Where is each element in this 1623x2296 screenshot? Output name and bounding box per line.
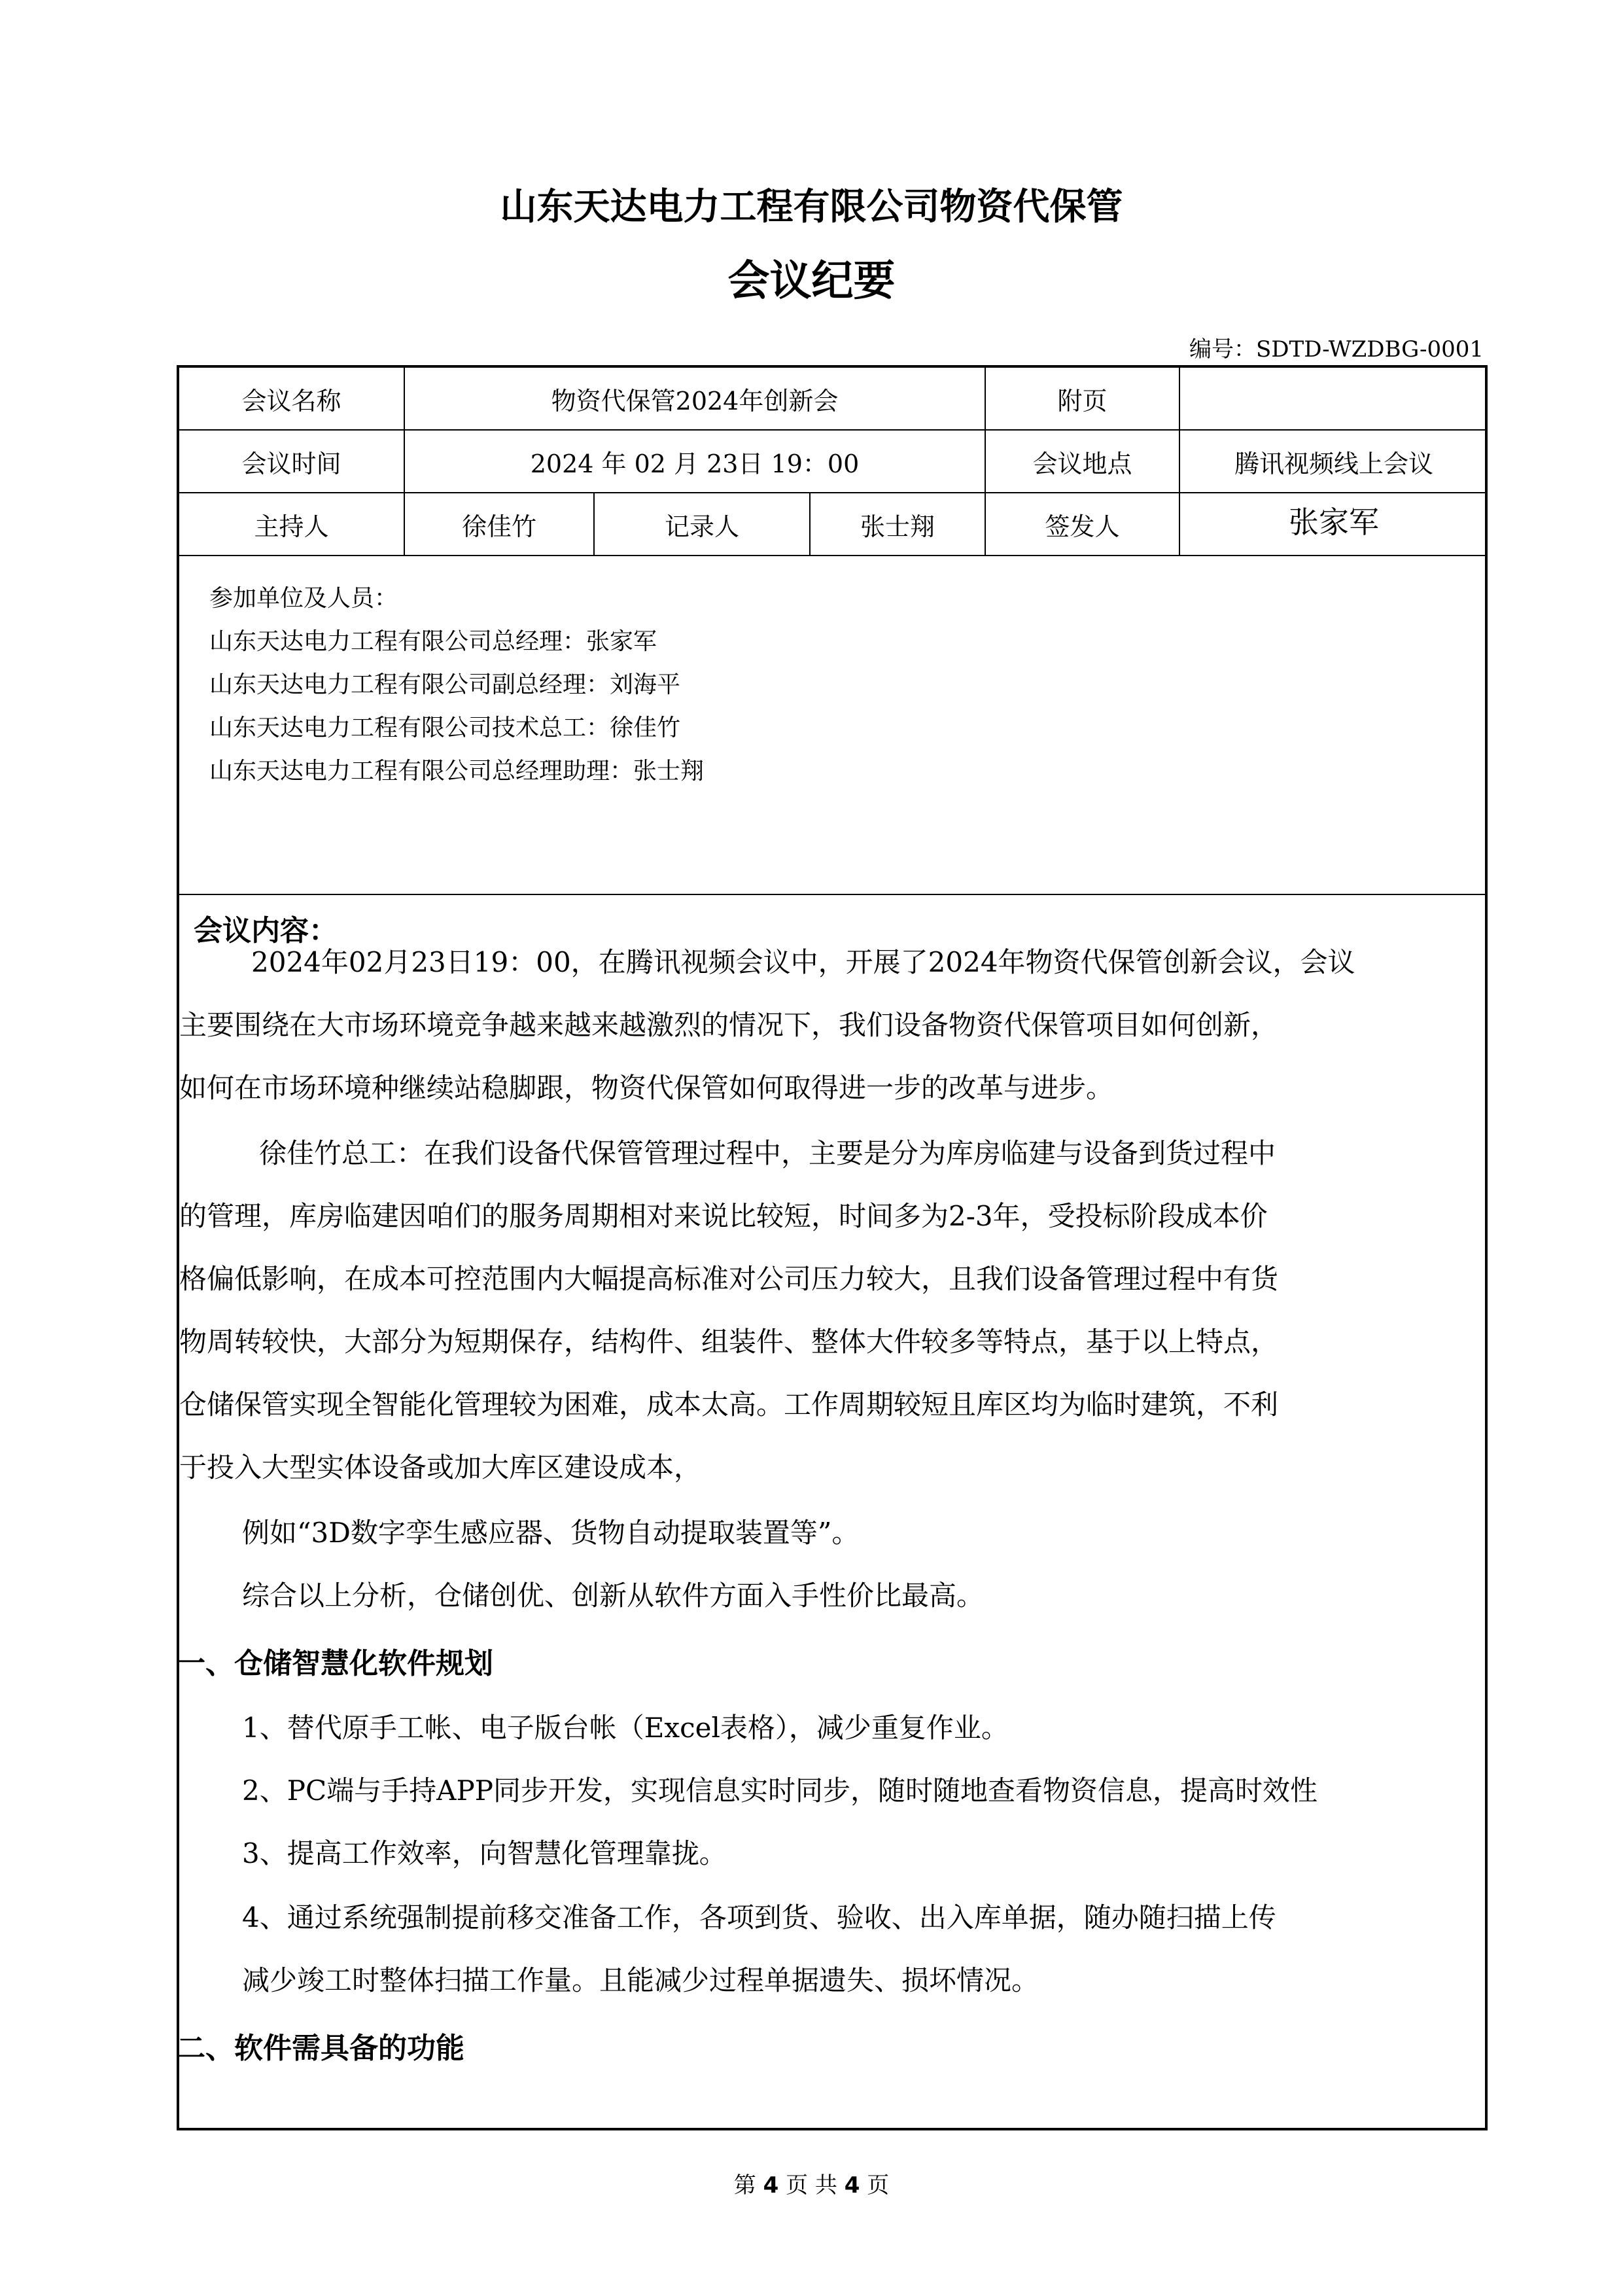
- meeting-time-label: 会议时间: [241, 449, 341, 478]
- recorder-value: 张士翔: [860, 512, 935, 541]
- content-line: 综合以上分析，仓储创优、创新从软件方面入手性价比最高。: [242, 1580, 985, 1612]
- section1-line: 4、通过系统强制提前移交准备工作，各项到货、验收、出入库单据，随办随扫描上传: [242, 1901, 1276, 1934]
- participants-section: [209, 577, 704, 793]
- issuer-value: 张家军: [1289, 504, 1379, 540]
- footer-prefix: 第: [733, 2172, 756, 2199]
- meeting-place-label: 会议地点: [1032, 449, 1132, 478]
- content-line: 如何在市场环境种继续站稳脚跟，物资代保管如何取得进一步的改革与进步。: [179, 1072, 1114, 1104]
- attachment-label: 附页: [1057, 386, 1108, 415]
- row-divider: [179, 894, 1488, 895]
- meeting-name-value: 物资代保管2024年创新会: [551, 386, 839, 415]
- meeting-minutes-form: [177, 365, 1488, 2130]
- meeting-name-label: 会议名称: [241, 386, 341, 415]
- meeting-time-value: 2024 年 02 月 23日 19：00: [530, 449, 860, 478]
- footer-middle: 页 共: [786, 2172, 837, 2199]
- attachment-value: [1180, 368, 1488, 429]
- content-line: 2024年02月23日19：00，在腾讯视频会议中，开展了2024年物资代保管创新会议，会议: [251, 946, 1355, 978]
- section1-line: 2、PC端与手持APP同步开发，实现信息实时同步，随时随地查看物资信息，提高时效性: [242, 1775, 1318, 1807]
- page-footer: [0, 2167, 1623, 2199]
- footer-page-number: 4: [763, 2172, 779, 2199]
- content-line: 主要围绕在大市场环境竞争越来越来越激烈的情况下，我们设备物资代保管项目如何创新，: [179, 1009, 1279, 1041]
- content-line: 仓储保管实现全智能化管理较为困难，成本太高。工作周期较短且库区均为临时建筑，不利: [179, 1388, 1279, 1421]
- document-title-line1: 山东天达电力工程有限公司物资代保管: [500, 186, 1123, 228]
- content-line: 物周转较快，大部分为短期保存，结构件、组装件、整体大件较多等特点，基于以上特点，: [179, 1326, 1279, 1358]
- content-line: 格偏低影响，在成本可控范围内大幅提高标准对公司压力较大，且我们设备管理过程中有货: [179, 1263, 1279, 1295]
- issuer-label: 签发人: [1045, 512, 1120, 541]
- footer-total-pages: 4: [844, 2172, 860, 2199]
- content-line: 于投入大型实体设备或加大库区建设成本，: [179, 1451, 702, 1483]
- participant-line: 山东天达电力工程有限公司副总经理：刘海平: [209, 671, 681, 698]
- content-line: 徐佳竹总工：在我们设备代保管管理过程中，主要是分为库房临建与设备到货过程中: [259, 1137, 1276, 1169]
- section2-heading: 二、软件需具备的功能: [177, 2032, 464, 2065]
- meeting-place-value: 腾讯视频线上会议: [1234, 449, 1433, 478]
- document-number: 编号：SDTD-WZDBG-0001: [1189, 336, 1484, 362]
- host-label: 主持人: [254, 512, 329, 541]
- participant-line: 山东天达电力工程有限公司总经理：张家军: [209, 628, 657, 655]
- participants-heading: 参加单位及人员：: [209, 585, 398, 612]
- section1-line: 1、替代原手工帐、电子版台帐（Excel表格），减少重复作业。: [242, 1712, 1009, 1744]
- recorder-label: 记录人: [664, 512, 739, 541]
- content-line: 的管理，库房临建因咱们的服务周期相对来说比较短，时间多为2-3年，受投标阶段成本价: [179, 1200, 1268, 1232]
- section1-heading: 一、仓储智慧化软件规划: [177, 1647, 493, 1680]
- section1-line: 3、提高工作效率，向智慧化管理靠拢。: [242, 1837, 727, 1869]
- content-line: 例如“3D数字孪生感应器、货物自动提取装置等”。: [242, 1517, 860, 1549]
- participant-line: 山东天达电力工程有限公司总经理助理：张士翔: [209, 758, 705, 785]
- participant-line: 山东天达电力工程有限公司技术总工：徐佳竹: [209, 715, 681, 741]
- footer-suffix: 页: [867, 2172, 890, 2199]
- document-title-line2: 会议纪要: [727, 257, 896, 306]
- host-value: 徐佳竹: [461, 512, 536, 541]
- row-divider: [179, 555, 1488, 556]
- content-heading: 会议内容：: [194, 914, 338, 947]
- section1-line: 减少竣工时整体扫描工作量。且能减少过程单据遗失、损坏情况。: [242, 1964, 1039, 1996]
